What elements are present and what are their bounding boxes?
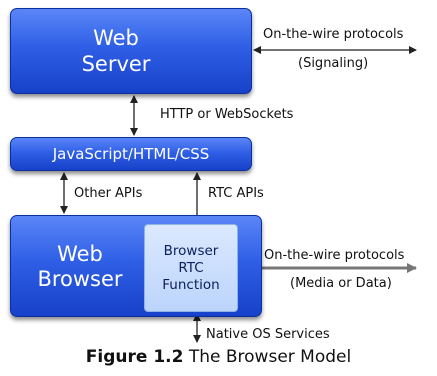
figure-caption bbox=[0, 347, 437, 367]
rtc-line1: Browser bbox=[163, 243, 219, 259]
figure-title: The Browser Model bbox=[188, 347, 352, 367]
web-browser-line1: Web bbox=[57, 242, 103, 266]
http-websockets-label: HTTP or WebSockets bbox=[160, 107, 294, 122]
web-server-box bbox=[10, 8, 252, 94]
web-browser-line2: Browser bbox=[37, 267, 123, 291]
figure-number: Figure 1.2 bbox=[85, 347, 184, 367]
rtc-apis-label: RTC APIs bbox=[208, 186, 264, 201]
rtc-line3: Function bbox=[162, 277, 220, 293]
javascript-html-css-bar: JavaScript/HTML/CSS bbox=[10, 137, 252, 171]
media-data-label: (Media or Data) bbox=[290, 276, 392, 291]
web-server-line1: Web bbox=[93, 26, 139, 50]
web-server-line2: Server bbox=[81, 52, 151, 76]
browser-rtc-function-box bbox=[144, 224, 238, 312]
server-protocols-label: On-the-wire protocols bbox=[263, 27, 404, 42]
rtc-line2: RTC bbox=[178, 260, 204, 276]
signaling-label: (Signaling) bbox=[298, 56, 369, 71]
browser-protocols-label: On-the-wire protocols bbox=[264, 248, 405, 263]
native-os-services-label: Native OS Services bbox=[206, 327, 330, 342]
other-apis-label: Other APIs bbox=[74, 186, 143, 201]
